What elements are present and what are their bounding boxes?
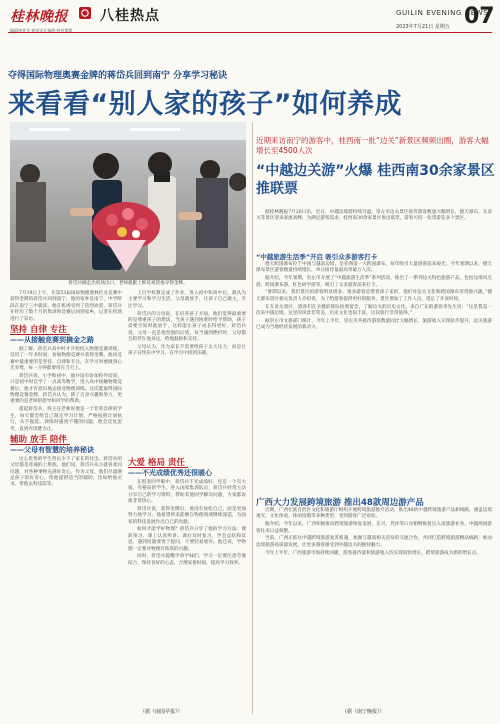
lead-column-c xyxy=(128,456,246,569)
subhead-persistence-sub: ——从接触竞赛到摘金之路 xyxy=(10,336,94,345)
right-body-secondary xyxy=(256,508,492,558)
lead-photo xyxy=(10,122,246,280)
subhead-character-sub: ——不光成绩优秀还很暖心 xyxy=(128,469,212,478)
paragraph: 如何才能学好物理？蒋岱兵分享了他的学习方法：课前预习、课上认真听讲、课后及时复习，学会总结和反思，遇到问题要勇于提问，不要轻易放弃。他还说，学物理一定要对物理有浓厚的兴趣。 xyxy=(128,527,246,552)
editor-credits: 编辑唐金龙·视觉设计杨鸽·校对覃甜 xyxy=(10,28,73,33)
right-kicker: 近期来访南宁的游客中，桂西南一批“边关”新景区频频出圈，游客大幅增长至4500人次 xyxy=(256,136,489,155)
paragraph: 父母认为，作为家长不需要给孩子太大压力，而是让孩子在快乐中学习，在学习中找到乐趣。 xyxy=(128,345,246,357)
paragraph: 这么优秀的学生背后少不了家长的付出。蒋岱兵的父母都是普通的上班族。他们说，蒋岱兵从小就喜欢问问题，对各种事物充满好奇心，作为父母，他们尽量满足孩子的好奇心，给他提供适当的辅助，比如给他买书、带他去科技馆等。 xyxy=(10,456,122,488)
lead-kicker: 夺得国际物理奥赛金牌的蒋岱兵回到南宁 分享学习秘诀 xyxy=(8,71,228,81)
paragraph: 7月19日上午，在第53届国际物理奥林匹克竞赛中获得金牌的蒋岱兵回到南宁。他的家乡是南宁，中学阶段在南宁三中就读。他在机场受到了热烈欢迎，蒋岱兵在经历了数个月的集训和比赛后回到家乡，记者在机场进行了采访。 xyxy=(10,291,122,322)
column-divider xyxy=(252,122,253,714)
source-note: （据《南国早报》） xyxy=(140,709,183,715)
section-title: 八桂热点 xyxy=(100,8,160,24)
subhead-persistence: 坚持 自律 专注 xyxy=(10,325,67,336)
masthead xyxy=(0,0,500,36)
photo-caption: 蒋岱兵刚走出机场出口，老师就献上鲜花祝贺他夺得金牌。 xyxy=(68,281,188,286)
page-number: 07 xyxy=(464,4,495,29)
header-rule xyxy=(8,32,492,33)
right-headline: “中越边关游”火爆 桂西南30余家景区推联票 xyxy=(256,163,495,197)
right-body-intro xyxy=(256,210,492,224)
brand-emblem-icon xyxy=(78,6,92,20)
paragraph: 蒋岱兵说，小学和初中，他并没有参加校外培训，只是初中时自学了一点高等数学，进入高中接触物理竞赛后，他才有意识地去接受物理训练。这次能取得国际物理竞赛金牌，蒋岱兵认为，除了自身兴趣和努力，更重要的是老师的指导和同学的帮助。 xyxy=(10,373,122,405)
paragraph: 在很多同学眼中，蒋岱兵不光成绩好，还是一个有大爱、有格局的学生。进入国家集训队后，蒋岱兵经常主动分享自己的学习资料，帮助其他同学解决问题，大家都说他非常热心。 xyxy=(128,479,246,505)
subhead-character: 大爱 格局 责任 xyxy=(128,458,185,468)
paragraph: “暑期以来，我们景区的游客明显增多，很多游客是带着孩子来的，他们对边关文化和跨国瀑布非常感兴趣。”德天瀑布景区相关负责人介绍说，为了给游客提供更好的服务，景区增加了工作人员，延长了开放时间。 xyxy=(256,290,492,302)
paragraph: 在友谊关景区，游客们在关楼前排队拍照留念，了解边关的历史文化。来自广东的游客李先生说：“这是我第一次来中越边境，这里的风景非常美，历史文化也很丰富，这次旅行非常值得。” xyxy=(256,304,492,317)
subhead-support-sub: ——父母有智慧的培养秘诀 xyxy=(10,446,94,455)
lead-column-a xyxy=(10,291,122,490)
paragraph: 同时，蒋岱兵提醒学弟学妹们，学习一定要注意劳逸结合，保持良好的心态，合理安排时间，提高学习效率。 xyxy=(128,554,246,566)
paragraph: 德天跨国瀑布位于中国与越南边境，是亚洲第一大跨国瀑布，每年吸引大量游客前来观光。今年暑期以来，德天瀑布景区游客数量持续增长，单日接待量最高突破万人次。 xyxy=(256,262,492,274)
subhead-support: 辅助 放手 陪伴 xyxy=(10,434,67,445)
right-subhead: “中越旅游生活季”开启 吸引众多游客打卡 xyxy=(256,253,378,261)
right-source-note: （据《南宁晚报》） xyxy=(342,709,385,715)
paragraph: 今年上半年，广西旅游市场持续回暖，游客接待量和旅游收入均实现较快增长，跨境旅游成为新的增长点。 xyxy=(265,550,481,556)
paragraph: 上自学校教完成了作业，进入初中和高中后，就从为主要学习和学习生活，父母就放手，让孩子自己做主，专注学习。 xyxy=(128,291,246,309)
paragraph: 蒋岱兵说，获得金牌后，他没有放松自己，而是更加努力地学习。他希望将来能够在物理领域继续深造，为国家的科技发展作出自己的贡献。 xyxy=(128,506,246,525)
paragraph: 据介绍，今年暑期，崇左市开展了“中越旅游生活季”系列活动，推出了一系列边关特色旅游产品，包括边境风光游、跨国瀑布游、红色研学游等，吸引了众多游客前来打卡。 xyxy=(256,276,492,288)
right-body-main xyxy=(256,262,492,333)
paragraph: 近期，广西壮族自治区文化和旅游厅组织开展跨境旅游推介活动，推出48款中越跨境旅游产品和线路，涵盖边境观光、文化体验、休闲度假等多种类型，受到游客广泛欢迎。 xyxy=(256,508,492,520)
english-name: GUILIN EVENING NEWS xyxy=(396,9,489,17)
newspaper-brand: 桂林晚报 xyxy=(10,9,68,25)
paragraph: 蒋岱兵的父母说，在培养孩子方面，他们觉得最重要的是尊重孩子的想法，当孩子遇到困难时给予帮助，孩子需要空间时就放手，这样能让孩子成长得更好。蒋岱兵说，父母一直是他坚强的后盾，每当遇到挫折时，父母都会陪伴在他身边，给他鼓励和支持。 xyxy=(128,311,246,343)
paragraph: 据桂林晚报7月20日讯，近日，中越边境游持续升温，崇左市边关景区接待游客数量大幅增长，德天瀑布、友谊关等景区迎来客流高峰，为满足游客需求，桂西南30余家景区推出联票，游客可持一张票游览多个景区。 xyxy=(256,210,492,222)
airport-welcome-photo xyxy=(10,122,246,280)
lead-headline: 来看看“别人家的孩子”如何养成 xyxy=(8,89,402,120)
issue-date: 2023年7月21日 星期五 xyxy=(396,24,450,30)
paragraph: 据了解，蒋岱兵高中时才开始投入物理竞赛训练，仅用了一年多时间，参加物理竞赛并获得金牌。他说竞赛中最重要的是坚持、自律和专注，在学习时要做到心无旁骛，每一分钟都要用在刀刃上。 xyxy=(10,346,122,372)
paragraph: 据介绍，今年以来，广西积极推动跨境旅游恢复发展，东兴、凭祥等口岸相继恢复出入境旅游业务，中越两国游客往来日益频繁。 xyxy=(256,522,492,534)
paragraph: 据崇左市文旅部门统计，今年上半年，崇左市共接待游客数量同比大幅增长，旅游收入实现稳步提升，边关旅游已成为当地经济发展的新动力。 xyxy=(256,318,492,331)
lead-column-b xyxy=(128,291,246,359)
paragraph: 当前，广西正抓住中越跨境旅游复苏机遇，加强与越南相关省份的交流合作，共同打造跨境旅游精品线路，推动边境旅游高质量发展，让更多游客感受到中越边关的独特魅力。 xyxy=(256,536,492,548)
right-headline-2: 广西大力发展跨境旅游 推出48款周边游产品 xyxy=(256,498,424,508)
paragraph: 提起蒋岱兵，班主任老师说他是一个非常自律的学生，每天都会给自己制定学习计划，严格按照计划执行，从不拖延。训练时遇到不懂的问题，他会反复思考，直到弄清楚为止。 xyxy=(10,407,122,432)
